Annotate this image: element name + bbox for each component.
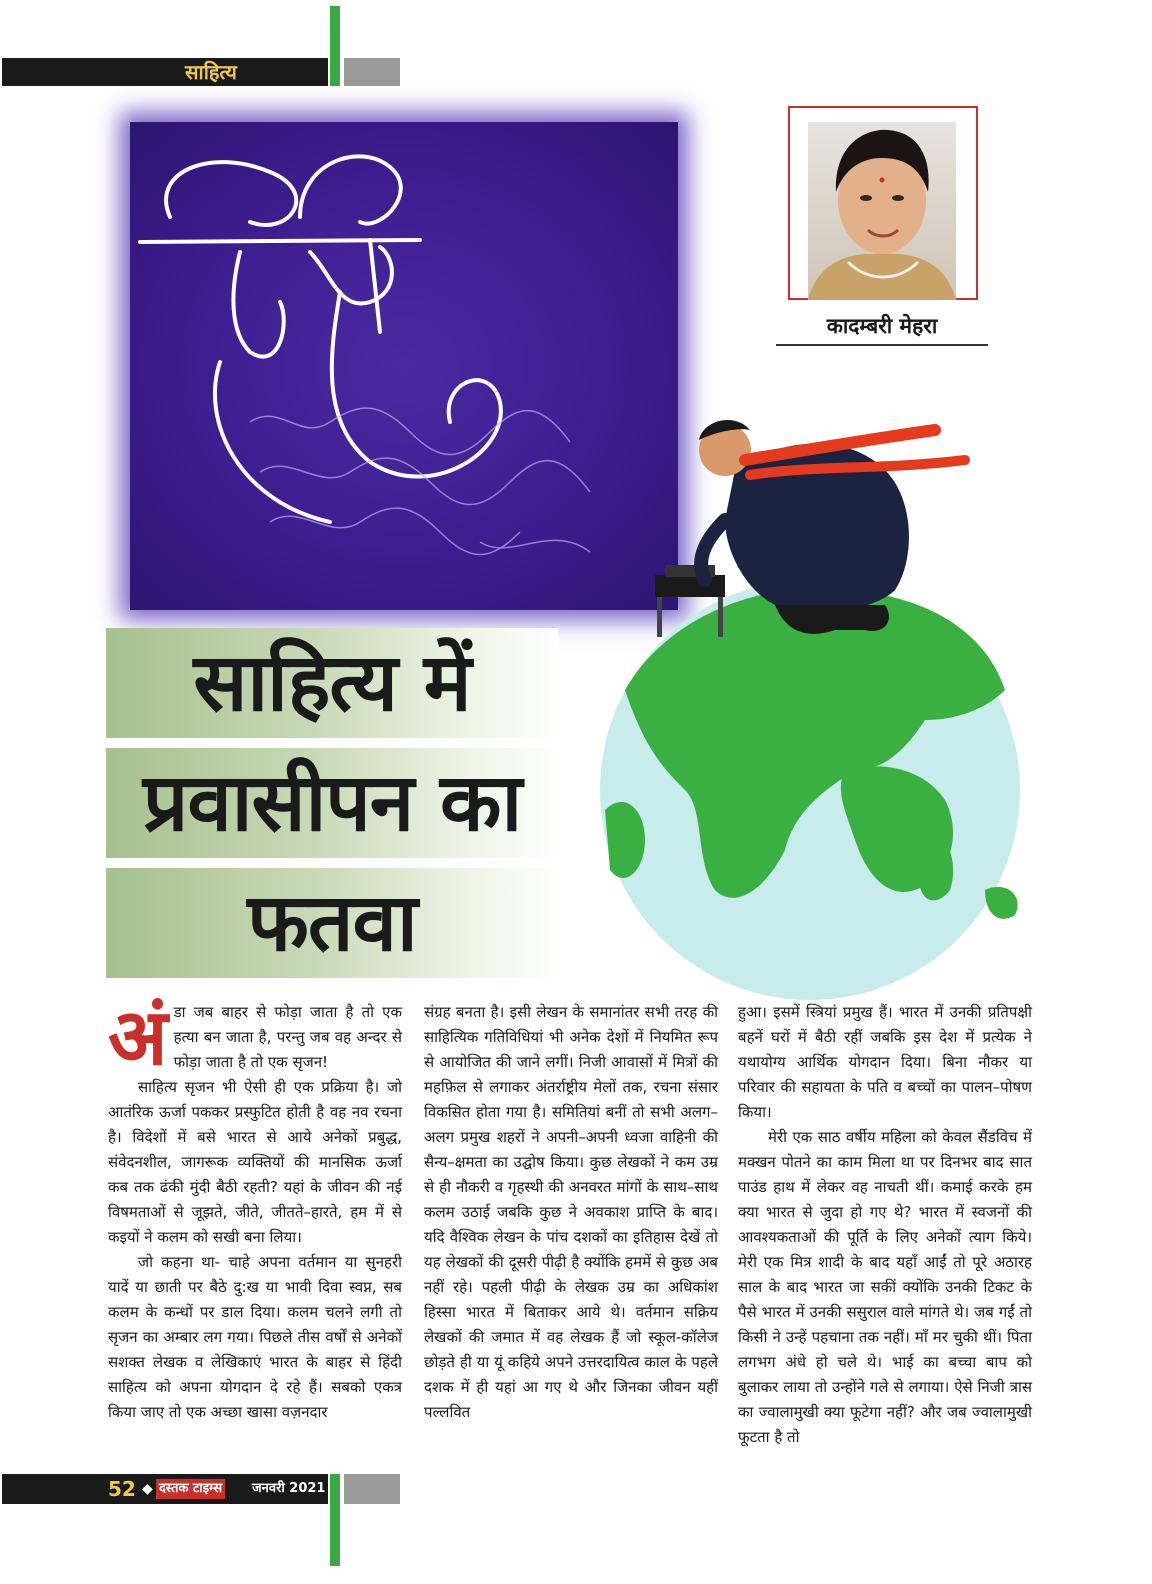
header-green-rule bbox=[330, 6, 340, 86]
paragraph: साहित्य सृजन भी ऐसी ही एक प्रक्रिया है। जो आतंरिक ऊर्जा पककर प्रस्फुटित होती है वह नव रचना है। विदेशों में बसे भारत से आये अनेकों प्रबुद्ध, संवेदनशील, जागरूक व्यक्तियों की मानसिक ऊर्जा कब तक ढंकी मुंदी बैठी रहती? यहां के जीवन की नई विषमताओं से जूझते, जीते, जीतते–हारते, हम में से कइयों ने कलम को सखी बना लिया। bbox=[108, 1078, 402, 1246]
footer-green-rule bbox=[330, 1474, 340, 1566]
footer-grey-block bbox=[344, 1474, 400, 1504]
headline-line-3: फतवा bbox=[247, 876, 417, 969]
magazine-name: दस्तक टाइम्स bbox=[156, 1479, 225, 1499]
header-bar bbox=[2, 58, 328, 86]
paragraph: हुआ। इसमें स्त्रियां प्रमुख हैं। भारत में उनकी प्रतिपक्षी बहनें घरों में बैठी रहीं जबकि इस देश में प्रत्येक ने यथायोग्य आर्थिक योगदान दिया। बिना नौकर या परिवार की सहायता के पति व बच्चों का पालन–पोषण किया। bbox=[738, 1003, 1032, 1121]
page-number: 52 bbox=[108, 1477, 136, 1501]
author-name: कादम्बरी मेहरा bbox=[826, 314, 938, 338]
author-portrait-drawing bbox=[808, 122, 956, 300]
headline-line-2: प्रवासीपन का bbox=[142, 756, 522, 849]
globe-writer-illustration bbox=[585, 390, 1045, 1000]
paragraph: जो कहना था- चाहे अपना वर्तमान या सुनहरी यादें या छाती पर बैठे दु:ख या भावी दिवा स्वप्न, सब कलम के कन्धों पर डाल दिया। कलम चलने लगी तो सृजन का अम्बार लग गया। पिछले तीस वर्षों से अनेकों सशक्त लेखक व लेखिकाएं भारत के बाहर से हिंदी साहित्य को अपना योगदान दे रहे हैं। सबको एकत्र किया जाए तो एक अच्छा खासा वज़नदार bbox=[108, 1253, 402, 1421]
headline-line-1: साहित्य में bbox=[193, 636, 471, 729]
article-column-3 bbox=[738, 1000, 1032, 1450]
paragraph: मेरी एक साठ वर्षीय महिला को केवल सैंडविच में मक्खन पोतने का काम मिला था पर दिनभर बाद सात पाउंड हाथ में लेकर वह नाचती थीं। कमाई करके हम क्या भारत से जुदा हो गए थे? भारत में स्वजनों की आवश्यकताओं की पूर्ति के लिए अनेकों त्याग किये। मेरी एक मित्र शादी के बाद यहाँ आईं तो पूरे अठारह साल के बाद भारत जा सकीं क्योंकि उनकी टिकट के पैसे भारत में उनकी ससुराल वाले मांगते थे। जब गईं तो किसी ने उन्हें पहचाना तक नहीं। माँ मर चुकी थीं। पिता लगभग अंधे हो चले थे। भाई का बच्चा बाप को बुलाकर लाया तो उन्होंने गले से लगाया। ऐसे निजी त्रास का ज्वालामुखी क्या फूटेगा नहीं? और जब ज्वालामुखी फूटता है तो bbox=[738, 1128, 1032, 1446]
footer-bullet: ◆ bbox=[142, 1481, 153, 1497]
globe-drawing bbox=[585, 390, 1045, 1000]
paragraph: डा जब बाहर से फोड़ा जाता है तो एक हत्या बन जाता है, परन्तु जब वह अन्दर से फोड़ा जाता है तो एक सृजन! bbox=[173, 1003, 402, 1071]
issue-date: जनवरी 2021 bbox=[252, 1481, 326, 1496]
author-underline bbox=[776, 344, 988, 346]
article-column-2 bbox=[424, 1000, 718, 1425]
article-column-1 bbox=[108, 993, 402, 1425]
header-grey-block bbox=[344, 58, 400, 86]
drop-cap: अं bbox=[108, 993, 168, 1083]
author-photo bbox=[808, 122, 956, 300]
paragraph: संग्रह बनता है। इसी लेखन के समानांतर सभी तरह की साहित्यिक गतिविधियां भी अनेक देशों में नियमित रूप से आयोजित की जाने लगीं। निजी आवासों में मित्रों की महफ़िल से लगाकर अंतर्राष्ट्रीय मेलों तक, रचना संसार विकसित होता गया है। समितियां बनीं तो सभी अलग–अलग प्रमुख शहरों ने अपनी–अपनी ध्वजा वाहिनी की सैन्य–क्षमता का उद्घोष किया। कुछ लेखकों ने कम उम्र से ही नौकरी व गृहस्थी की अनवरत मांगों के साथ–साथ कलम उठाई जबकि कुछ ने अवकाश प्राप्ति के बाद। यदि वैश्विक लेखन के पांच दशकों का इतिहास देखें तो यह लेखकों की दूसरी पीढ़ी है क्योंकि हममें से कुछ अब नहीं रहे। पहली पीढ़ी के लेखक उम्र का अधिकांश हिस्सा भारत में बिताकर आये थे। वर्तमान सक्रिय लेखकों की जमात में वह लेखक हैं जो स्कूल-कॉलेज छोड़ते ही या यूं कहिये अपने उत्तरदायित्व काल के पहले दशक में ही यहां आ गए थे और जिनका जीवन यहीं पल्लवित bbox=[424, 1003, 718, 1421]
section-label: साहित्य bbox=[185, 60, 237, 84]
